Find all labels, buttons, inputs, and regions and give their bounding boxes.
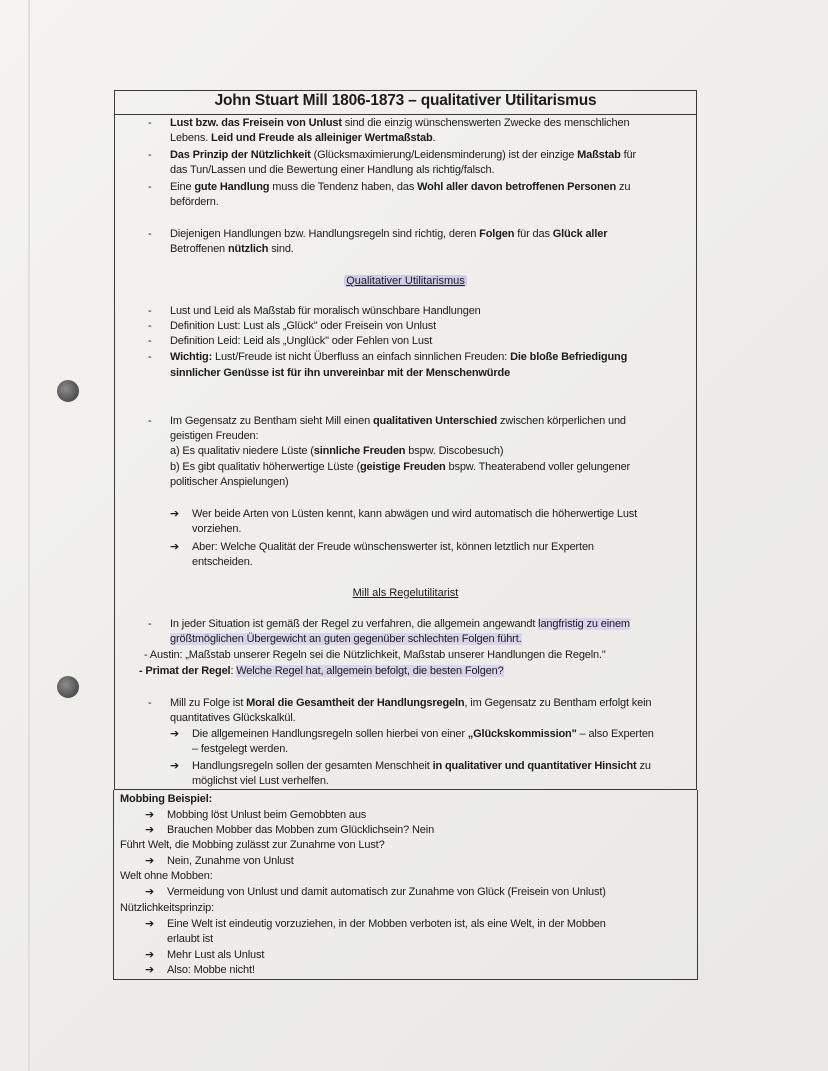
qual-arrow1b: vorziehen.: [192, 523, 242, 535]
bullet-dash: -: [148, 117, 152, 129]
bullet-dash: -: [148, 335, 152, 347]
qual-line4b: sinnlicher Genüsse ist für ihn unvereinbar mit der Menschenwürde: [170, 367, 511, 379]
qual-line5: Im Gegensatz zu Bentham sieht Mill einen qualitativen Unterschied zwischen körperlichen und: [170, 415, 626, 427]
qual-arrow2: Aber: Welche Qualität der Freude wünschenswerter ist, können letztlich nur Experten: [192, 541, 594, 553]
intro-p4-line2: Betroffenen nützlich sind.: [170, 243, 294, 255]
qual-line1: Lust und Leid als Maßstab für moralisch wünschbare Handlungen: [170, 305, 481, 317]
section-heading-qualitativ: Qualitativer Utilitarismus: [346, 275, 465, 287]
qual-item-b: b) Es gibt qualitativ höherwertige Lüste (geistige Freuden bspw. Theaterabend voller gelungener: [170, 461, 631, 473]
qual-line4: Wichtig: Lust/Freude ist nicht Überfluss an einfach sinnlichen Freuden: Die bloße Befriedigung: [170, 351, 628, 363]
qual-item-a: a) Es qualitativ niedere Lüste (sinnliche Freuden bspw. Discobesuch): [170, 445, 504, 457]
bullet-dash: -: [148, 149, 152, 161]
regel-arrow1: Die allgemeinen Handlungsregeln sollen hierbei von einer „Glückskommission" – also Experten: [192, 728, 654, 740]
bullet-dash: -: [148, 618, 152, 630]
mobbing-q3: Nützlichkeitsprinzip:: [120, 902, 215, 914]
arrow-right-icon: ➔: [145, 964, 155, 976]
arrow-right-icon: ➔: [145, 949, 155, 961]
arrow-right-icon: ➔: [170, 508, 180, 520]
mobbing-q2: Welt ohne Mobben:: [120, 870, 213, 882]
qual-line3: Definition Leid: Leid als „Unglück" oder Fehlen von Lust: [170, 335, 433, 347]
arrow-right-icon: ➔: [170, 728, 180, 740]
mobbing-heading: Mobbing Beispiel:: [120, 793, 213, 805]
qual-line5b: geistigen Freuden:: [170, 430, 259, 442]
intro-p4-line1: Diejenigen Handlungen bzw. Handlungsregeln sind richtig, deren Folgen für das Glück aller: [170, 228, 608, 240]
mobbing-a1: Mobbing löst Unlust beim Gemobbten aus: [167, 809, 367, 821]
regel-line1b: größtmöglichen Übergewicht an guten gegenüber schlechten Folgen führt.: [170, 633, 522, 645]
arrow-right-icon: ➔: [170, 541, 180, 553]
bullet-dash: -: [148, 228, 152, 240]
bullet-dash: -: [148, 415, 152, 427]
mobbing-a6: Mehr Lust als Unlust: [167, 949, 265, 961]
punch-hole-lower: [57, 676, 79, 698]
intro-p2-line1: Das Prinzip der Nützlichkeit (Glücksmaximierung/Leidensminderung) ist der einzige Maßstab für: [170, 149, 636, 161]
qual-arrow1: Wer beide Arten von Lüsten kennt, kann abwägen und wird automatisch die höherwertige Lust: [192, 508, 638, 520]
intro-p3-line2: befördern.: [170, 196, 219, 208]
arrow-right-icon: ➔: [145, 824, 155, 836]
regel-line4: Mill zu Folge ist Moral die Gesamtheit der Handlungsregeln, im Gegensatz zu Bentham erfolgt kein: [170, 697, 652, 709]
arrow-right-icon: ➔: [170, 760, 180, 772]
qual-item-b2: politischer Anspielungen): [170, 476, 289, 488]
qual-arrow2b: entscheiden.: [192, 556, 253, 568]
arrow-right-icon: ➔: [145, 886, 155, 898]
mobbing-a5b: erlaubt ist: [167, 933, 214, 945]
intro-p3-line1: Eine gute Handlung muss die Tendenz haben, das Wohl aller davon betroffenen Personen zu: [170, 181, 631, 193]
mobbing-a4: Vermeidung von Unlust und damit automatisch zur Zunahme von Glück (Freisein von Unlust): [167, 886, 606, 898]
arrow-right-icon: ➔: [145, 809, 155, 821]
intro-p1-line1: Lust bzw. das Freisein von Unlust sind die einzig wünschenswerten Zwecke des menschlichen: [170, 117, 630, 129]
intro-p1-line2: Lebens. Leid und Freude als alleiniger Wertmaßstab.: [170, 132, 436, 144]
regel-arrow1b: – festgelegt werden.: [192, 743, 289, 755]
qual-line2: Definition Lust: Lust als „Glück" oder Freisein von Unlust: [170, 320, 437, 332]
bullet-dash: -: [148, 697, 152, 709]
bullet-dash: -: [148, 320, 152, 332]
bullet-dash: -: [148, 351, 152, 363]
regel-austin: - Austin: „Maßstab unserer Regeln sei die Nützlichkeit, Maßstab unserer Handlungen die Regeln.": [144, 649, 606, 661]
bullet-dash: -: [148, 305, 152, 317]
mobbing-a7: Also: Mobbe nicht!: [167, 964, 255, 976]
section-heading-regel: Mill als Regelutilitarist: [352, 587, 459, 599]
regel-arrow2: Handlungsregeln sollen der gesamten Menschheit in qualitativer und quantitativer Hinsicht zu: [192, 760, 651, 772]
punch-hole-upper: [57, 380, 79, 402]
arrow-right-icon: ➔: [145, 855, 155, 867]
title-divider: [114, 114, 697, 115]
regel-line4b: quantitatives Glückskalkül.: [170, 712, 296, 724]
regel-arrow2b: möglichst viel Lust verhelfen.: [192, 775, 329, 787]
mobbing-a2: Brauchen Mobber das Mobben zum Glücklichsein? Nein: [167, 824, 435, 836]
mobbing-a3: Nein, Zunahme von Unlust: [167, 855, 294, 867]
mobbing-q1: Führt Welt, die Mobbing zulässt zur Zunahme von Lust?: [120, 839, 385, 851]
regel-line1: In jeder Situation ist gemäß der Regel zu verfahren, die allgemein angewandt langfristig zu einem: [170, 618, 630, 630]
mobbing-a5: Eine Welt ist eindeutig vorzuziehen, in der Mobben verboten ist, als eine Welt, in der Mobben: [167, 918, 606, 930]
bullet-dash: -: [148, 181, 152, 193]
arrow-right-icon: ➔: [145, 918, 155, 930]
paper-edge: [28, 0, 30, 1071]
intro-p2-line2: das Tun/Lassen und die Bewertung einer Handlung als richtig/falsch.: [170, 164, 495, 176]
regel-primat: - Primat der Regel: Welche Regel hat, allgemein befolgt, die besten Folgen?: [139, 665, 504, 677]
page-title: John Stuart Mill 1806-1873 – qualitativer Utilitarismus: [214, 92, 597, 109]
